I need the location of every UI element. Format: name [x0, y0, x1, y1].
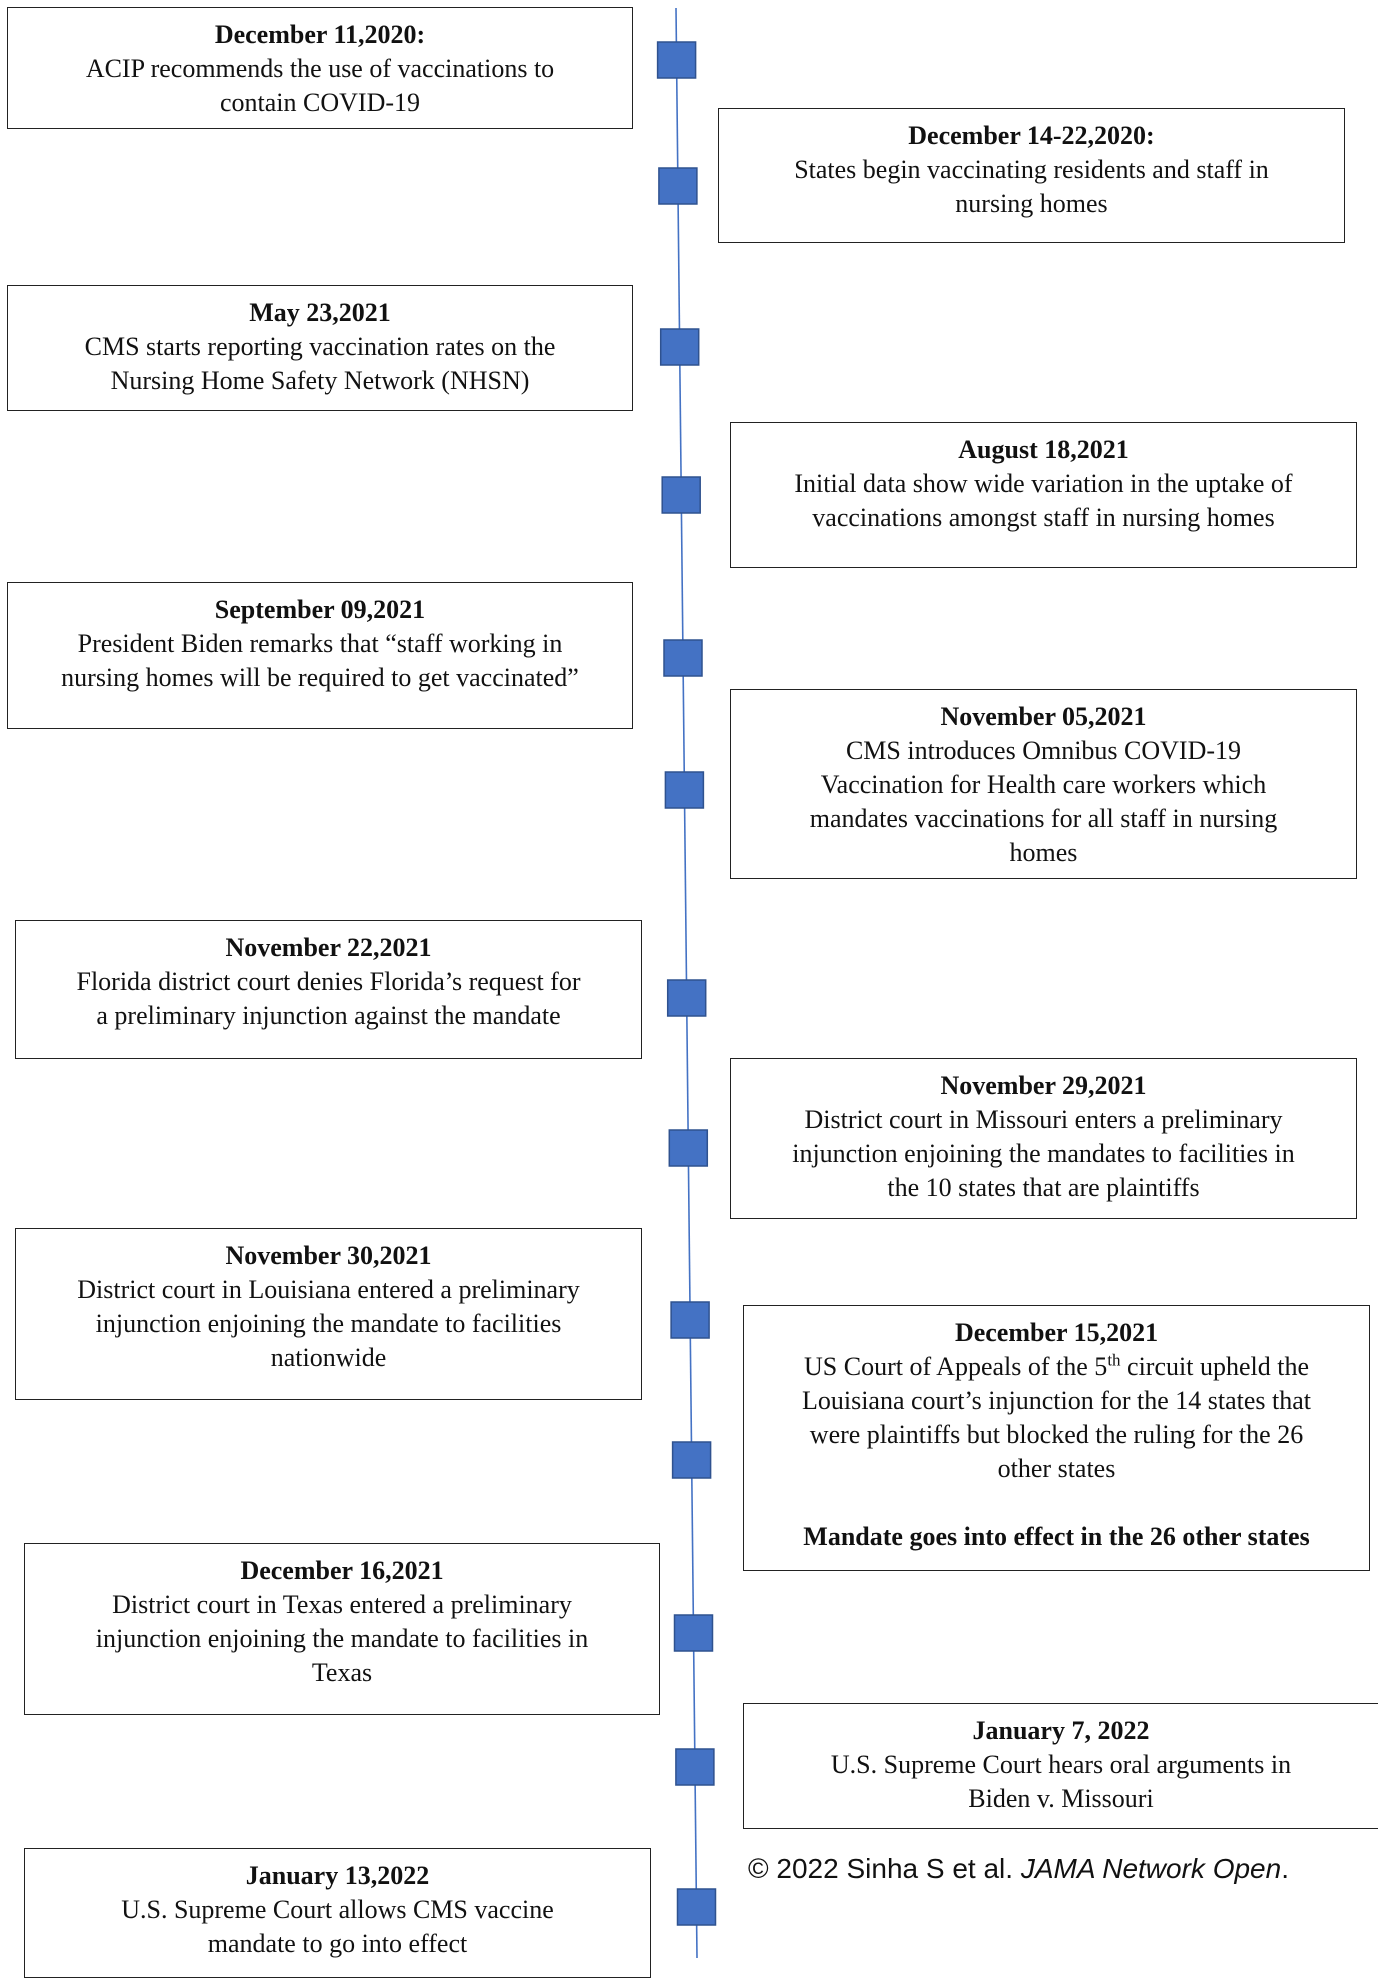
timeline-marker-13 — [678, 1889, 716, 1925]
event-date: December 16,2021 — [240, 1556, 444, 1585]
copyright-prefix: © 2022 Sinha S et al. — [748, 1853, 1021, 1884]
event-date: May 23,2021 — [249, 298, 391, 327]
event-desc-text: circuit upheld the — [1120, 1352, 1309, 1381]
event-desc-line: States begin vaccinating residents and staff in — [794, 155, 1269, 184]
event-date: November 05,2021 — [940, 702, 1147, 731]
event-box-dec-11-2020 — [7, 7, 633, 129]
journal-name: JAMA Network Open — [1020, 1853, 1282, 1884]
event-date: November 22,2021 — [225, 933, 432, 962]
event-box-dec-14-22-2020 — [718, 108, 1345, 243]
timeline-marker-10 — [673, 1442, 711, 1478]
event-box-aug-18-2021 — [730, 422, 1357, 568]
event-box-nov-05-2021 — [730, 689, 1357, 879]
event-desc-line: District court in Missouri enters a preliminary — [804, 1105, 1283, 1134]
event-date: December 11,2020: — [214, 20, 426, 49]
event-desc-line: CMS introduces Omnibus COVID-19 — [845, 736, 1242, 765]
event-desc-line: other states — [997, 1454, 1116, 1483]
timeline-marker-7 — [668, 980, 706, 1016]
timeline-marker-2 — [659, 168, 697, 204]
event-desc-line: Florida district court denies Florida’s request for — [76, 967, 581, 996]
event-box-dec-15-2021 — [743, 1305, 1370, 1571]
timeline-marker-12 — [676, 1749, 714, 1785]
event-desc-line — [744, 1350, 1369, 1384]
event-desc-line: injunction enjoining the mandates to facilities in — [792, 1139, 1295, 1168]
event-box-dec-16-2021 — [24, 1543, 660, 1715]
event-date: December 15,2021 — [954, 1318, 1159, 1347]
event-desc-line: U.S. Supreme Court allows CMS vaccine — [121, 1895, 554, 1924]
ordinal-suffix: th — [1107, 1350, 1121, 1370]
event-desc-line: nationwide — [270, 1343, 387, 1372]
event-desc-line: District court in Texas entered a preliminary — [112, 1590, 572, 1619]
event-box-nov-22-2021 — [15, 920, 642, 1059]
event-desc-line: Biden v. Missouri — [968, 1784, 1154, 1813]
event-date: January 7, 2022 — [972, 1716, 1150, 1745]
timeline-marker-3 — [661, 329, 699, 365]
event-date: December 14-22,2020: — [908, 121, 1155, 150]
event-desc-line: ACIP recommends the use of vaccinations to — [85, 54, 555, 83]
event-desc-line: nursing homes will be required to get vaccinated” — [61, 663, 579, 692]
event-desc-line: mandate to go into effect — [207, 1929, 468, 1958]
event-desc-line: District court in Louisiana entered a preliminary — [77, 1275, 580, 1304]
timeline-markers — [658, 42, 716, 1925]
event-box-jan-7-2022 — [743, 1703, 1378, 1829]
event-box-nov-29-2021 — [730, 1058, 1357, 1219]
timeline-marker-8 — [669, 1130, 707, 1166]
event-box-nov-30-2021 — [15, 1228, 642, 1400]
event-desc-line: nursing homes — [955, 189, 1108, 218]
event-date: January 13,2022 — [245, 1861, 430, 1890]
event-desc-line: CMS starts reporting vaccination rates on the — [84, 332, 556, 361]
event-desc-line: a preliminary injunction against the mandate — [96, 1001, 561, 1030]
timeline-marker-1 — [658, 42, 696, 78]
event-desc-line: the 10 states that are plaintiffs — [887, 1173, 1200, 1202]
event-desc-text: US Court of Appeals of the 5 — [804, 1352, 1108, 1381]
event-desc-line: U.S. Supreme Court hears oral arguments in — [830, 1750, 1292, 1779]
event-box-sep-09-2021 — [7, 582, 633, 729]
event-date: September 09,2021 — [214, 595, 426, 624]
event-date: November 30,2021 — [225, 1241, 432, 1270]
event-desc-line: Texas — [311, 1658, 373, 1687]
copyright-suffix: . — [1281, 1853, 1289, 1884]
event-desc-line: Vaccination for Health care workers which — [820, 770, 1267, 799]
event-desc-line: homes — [1009, 838, 1078, 867]
event-desc-line: contain COVID-19 — [219, 88, 420, 117]
event-box-may-23-2021 — [7, 285, 633, 411]
event-date: November 29,2021 — [940, 1071, 1147, 1100]
event-emphasis: Mandate goes into effect in the 26 other states — [803, 1522, 1310, 1551]
event-desc-line: injunction enjoining the mandate to facilities — [95, 1309, 562, 1338]
event-desc-line: were plaintiffs but blocked the ruling for the 26 — [809, 1420, 1304, 1449]
event-desc-line: injunction enjoining the mandate to facilities in — [95, 1624, 589, 1653]
event-date: August 18,2021 — [958, 435, 1129, 464]
event-desc-line: Initial data show wide variation in the uptake of — [794, 469, 1293, 498]
timeline-marker-5 — [664, 640, 702, 676]
event-desc-line: vaccinations amongst staff in nursing homes — [812, 503, 1275, 532]
timeline-marker-4 — [662, 477, 700, 513]
event-box-jan-13-2022 — [24, 1848, 651, 1978]
event-desc-line: Louisiana court’s injunction for the 14 states that — [801, 1386, 1312, 1415]
event-desc-line: mandates vaccinations for all staff in nursing — [809, 804, 1278, 833]
timeline-marker-6 — [665, 772, 703, 808]
timeline-marker-9 — [671, 1302, 709, 1338]
timeline-marker-11 — [675, 1615, 713, 1651]
event-desc-line: Nursing Home Safety Network (NHSN) — [110, 366, 530, 395]
event-desc-line: President Biden remarks that “staff working in — [77, 629, 563, 658]
copyright-notice — [748, 1853, 1289, 1885]
